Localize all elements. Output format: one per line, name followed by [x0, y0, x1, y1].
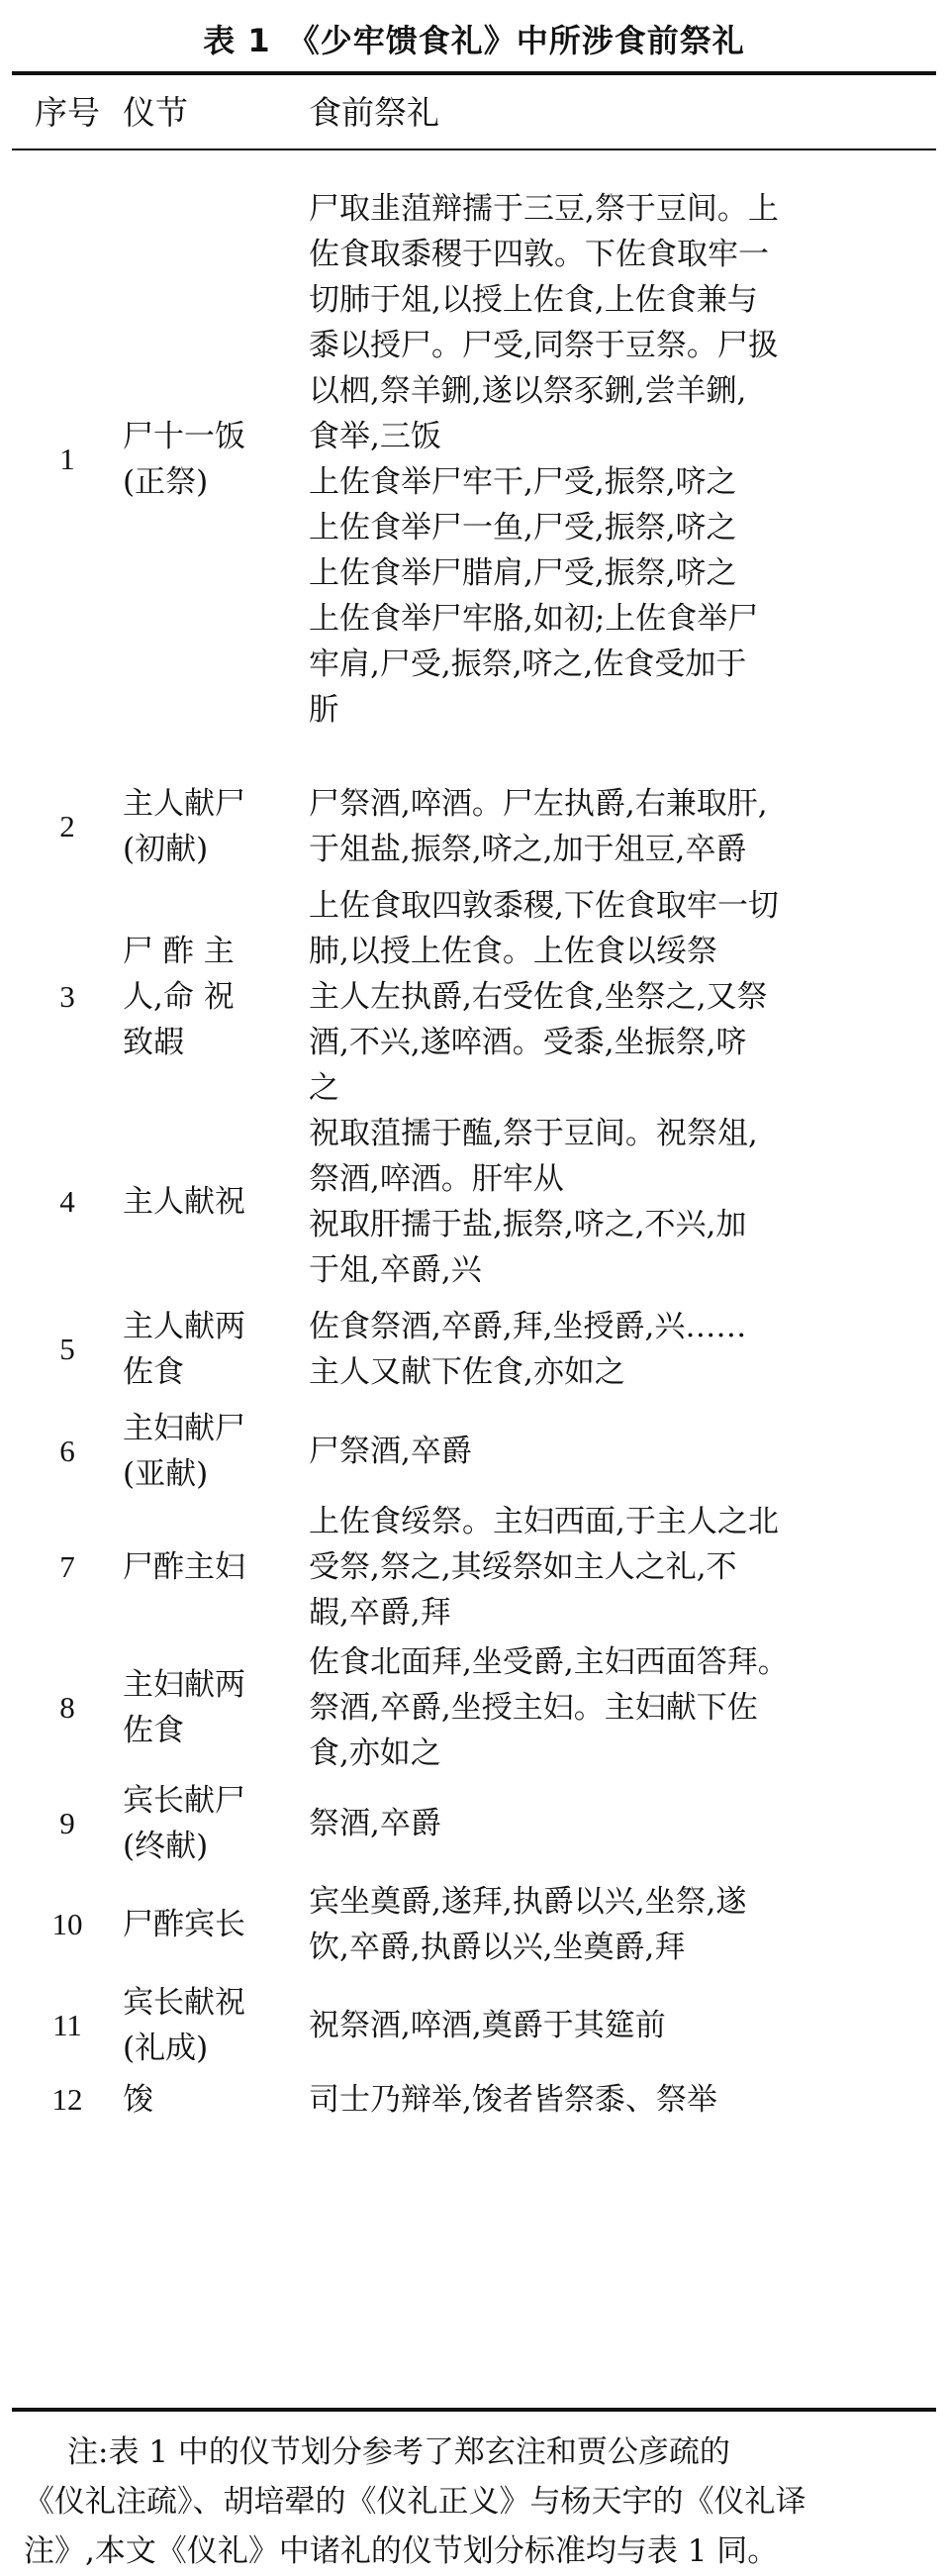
- row-ritual-text: [309, 1980, 936, 2071]
- row-step: [123, 770, 309, 883]
- step-line: 佐食: [123, 1713, 184, 1748]
- row-number: 10: [51, 1907, 83, 1941]
- table-bottom-rule: [12, 2408, 936, 2412]
- header-no: 序号: [35, 92, 100, 132]
- ritual-text-line: 以柶,祭羊鉶,遂以祭豕鉶,尝羊鉶,: [309, 373, 747, 409]
- table-row: [12, 1293, 936, 1406]
- ritual-text-line: 上佐食绥祭。主妇西面,于主人之北: [309, 1504, 779, 1539]
- note-line: 注》,本文《仪礼》中诸礼的仪节划分标准均与表 1 同。: [24, 2533, 779, 2569]
- ritual-text-line: 尸祭酒,卒爵: [309, 1434, 472, 1469]
- table-row: [12, 1497, 936, 1637]
- ritual-text-line: 于俎,卒爵,兴: [309, 1252, 482, 1288]
- ritual-text-line: 祭酒,卒爵,坐授主妇。主妇献下佐: [309, 1690, 758, 1726]
- table-row: [12, 1406, 936, 1497]
- table-row: [12, 1980, 936, 2071]
- row-number: 8: [59, 1690, 75, 1725]
- ritual-text-line: 佐食北面拜,坐受爵,主妇西面答拜。: [309, 1644, 789, 1680]
- row-number: 5: [59, 1332, 75, 1366]
- ritual-text-line: 肵: [309, 692, 339, 728]
- table-row: [12, 770, 936, 883]
- table-header-row: [12, 71, 936, 149]
- ritual-table: [12, 71, 936, 2129]
- row-number: 7: [59, 1549, 75, 1584]
- table-row: [12, 1637, 936, 1778]
- header-step: 仪节: [123, 92, 188, 132]
- ritual-text-line: 祭酒,啐酒。肝牢从: [309, 1161, 564, 1197]
- row-ritual-text: [309, 2071, 936, 2129]
- step-line: 尸 酢 主: [123, 934, 235, 969]
- table-row: [12, 2071, 936, 2129]
- ritual-text-line: 尸祭酒,啐酒。尸左执爵,右兼取肝,: [309, 786, 768, 822]
- ritual-text-line: 上佐食举尸牢干,尸受,振祭,哜之: [309, 464, 737, 500]
- step-line: 尸酢主妇: [123, 1549, 245, 1585]
- row-ritual-text: [309, 1637, 936, 1778]
- step-line: 主人献尸: [123, 786, 245, 822]
- ritual-text-line: 饮,卒爵,执爵以兴,坐奠爵,拜: [309, 1930, 686, 1965]
- ritual-text-line: 于俎盐,振祭,哜之,加于俎豆,卒爵: [309, 832, 747, 867]
- ritual-text-line: 嘏,卒爵,拜: [309, 1595, 451, 1631]
- ritual-text-line: 上佐食举尸牢胳,如初;上佐食举尸: [309, 601, 759, 637]
- step-line: 佐食: [123, 1354, 184, 1390]
- row-step: [123, 1111, 309, 1293]
- ritual-text-line: 酒,不兴,遂啐酒。受黍,坐振祭,哜: [309, 1025, 747, 1060]
- table-body: [12, 149, 936, 2129]
- ritual-text-line: 宾坐奠爵,遂拜,执爵以兴,坐祭,遂: [309, 1884, 747, 1920]
- ritual-text-line: 佐食取黍稷于四敦。下佐食取牢一: [309, 237, 769, 272]
- table-row: [12, 1869, 936, 1980]
- row-ritual-text: [309, 1111, 936, 1293]
- row-step: [123, 883, 309, 1111]
- row-step: [123, 1869, 309, 1980]
- row-number: 1: [59, 442, 75, 476]
- row-ritual-text: [309, 1406, 936, 1497]
- header-text: 食前祭礼: [309, 92, 439, 132]
- table-row: [12, 1111, 936, 1293]
- row-number: 11: [52, 2008, 82, 2042]
- ritual-text-line: 受祭,祭之,其绥祭如主人之礼,不: [309, 1549, 737, 1585]
- step-line: 致嘏: [123, 1025, 184, 1060]
- row-number: 9: [59, 1806, 75, 1840]
- row-step: [123, 1406, 309, 1497]
- step-line: (礼成): [123, 2031, 209, 2066]
- step-line: 人,命 祝: [123, 979, 235, 1015]
- step-line: 主人献两: [123, 1309, 245, 1344]
- ritual-text-line: 祝祭酒,啐酒,奠爵于其筵前: [309, 2008, 666, 2043]
- step-line: 尸酢宾长: [123, 1907, 245, 1942]
- step-line: (亚献): [123, 1456, 209, 1492]
- ritual-text-line: 上佐食举尸一鱼,尸受,振祭,哜之: [309, 510, 737, 545]
- row-ritual-text: [309, 1778, 936, 1869]
- ritual-text-line: 食举,三饭: [309, 419, 441, 454]
- ritual-text-line: 上佐食举尸腊肩,尸受,振祭,哜之: [309, 555, 737, 591]
- ritual-text-line: 主人又献下佐食,亦如之: [309, 1354, 625, 1390]
- row-number: 4: [59, 1184, 75, 1219]
- row-step: [123, 1980, 309, 2071]
- table-row: [12, 149, 936, 770]
- ritual-text-line: 司士乃辩举,馂者皆祭黍、祭举: [309, 2082, 717, 2118]
- row-step: [123, 149, 309, 770]
- ritual-text-line: 祝取肝擩于盐,振祭,哜之,不兴,加: [309, 1207, 747, 1242]
- row-step: [123, 2071, 309, 2129]
- table-note: [24, 2427, 934, 2576]
- row-step: [123, 1497, 309, 1637]
- row-ritual-text: [309, 770, 936, 883]
- ritual-text-line: 佐食祭酒,卒爵,拜,坐授爵,兴……: [309, 1309, 747, 1344]
- ritual-text-line: 上佐食取四敦黍稷,下佐食取牢一切: [309, 888, 779, 924]
- row-number: 12: [51, 2082, 83, 2117]
- ritual-text-line: 祭酒,卒爵: [309, 1806, 441, 1841]
- note-line: 注:表 1 中的仪节划分参考了郑玄注和贾公彦疏的: [67, 2434, 730, 2470]
- note-line: 《仪礼注疏》、胡培翚的《仪礼正义》与杨天宇的《仪礼译: [24, 2484, 806, 2520]
- row-ritual-text: [309, 1293, 936, 1406]
- step-line: 宾长献尸: [123, 1783, 245, 1819]
- row-step: [123, 1293, 309, 1406]
- step-line: (正祭): [123, 464, 209, 500]
- step-line: (初献): [123, 832, 209, 867]
- step-line: (终献): [123, 1829, 209, 1864]
- ritual-text-line: 牢肩,尸受,振祭,哜之,佐食受加于: [309, 646, 747, 682]
- step-line: 主妇献两: [123, 1667, 245, 1703]
- ritual-text-line: 祝取菹擩于醢,祭于豆间。祝祭俎,: [309, 1116, 758, 1151]
- ritual-text-line: 黍以授尸。尸受,同祭于豆祭。尸扱: [309, 328, 779, 363]
- ritual-text-line: 主人左执爵,右受佐食,坐祭之,又祭: [309, 979, 768, 1015]
- ritual-text-line: 尸取韭菹辩擩于三豆,祭于豆间。上: [309, 191, 779, 227]
- row-number: 3: [59, 979, 75, 1014]
- step-line: 宾长献祝: [123, 1985, 245, 2021]
- table-row: [12, 1778, 936, 1869]
- table-row: [12, 883, 936, 1111]
- step-line: 尸十一饭: [123, 419, 245, 454]
- step-line: 馂: [123, 2082, 153, 2118]
- ritual-text-line: 切肺于俎,以授上佐食,上佐食兼与: [309, 282, 758, 318]
- row-number: 6: [59, 1434, 75, 1468]
- row-ritual-text: [309, 883, 936, 1111]
- row-number: 2: [59, 809, 75, 843]
- row-ritual-text: [309, 1497, 936, 1637]
- step-line: 主人献祝: [123, 1184, 245, 1220]
- ritual-text-line: 肺,以授上佐食。上佐食以绥祭: [309, 934, 717, 969]
- step-line: 主妇献尸: [123, 1411, 245, 1446]
- ritual-text-line: 之: [309, 1070, 339, 1106]
- row-ritual-text: [309, 149, 936, 770]
- row-step: [123, 1778, 309, 1869]
- row-ritual-text: [309, 1869, 936, 1980]
- row-step: [123, 1637, 309, 1778]
- ritual-text-line: 食,亦如之: [309, 1735, 441, 1771]
- table-caption: 表 1 《少牢馈食礼》中所涉食前祭礼: [203, 22, 745, 59]
